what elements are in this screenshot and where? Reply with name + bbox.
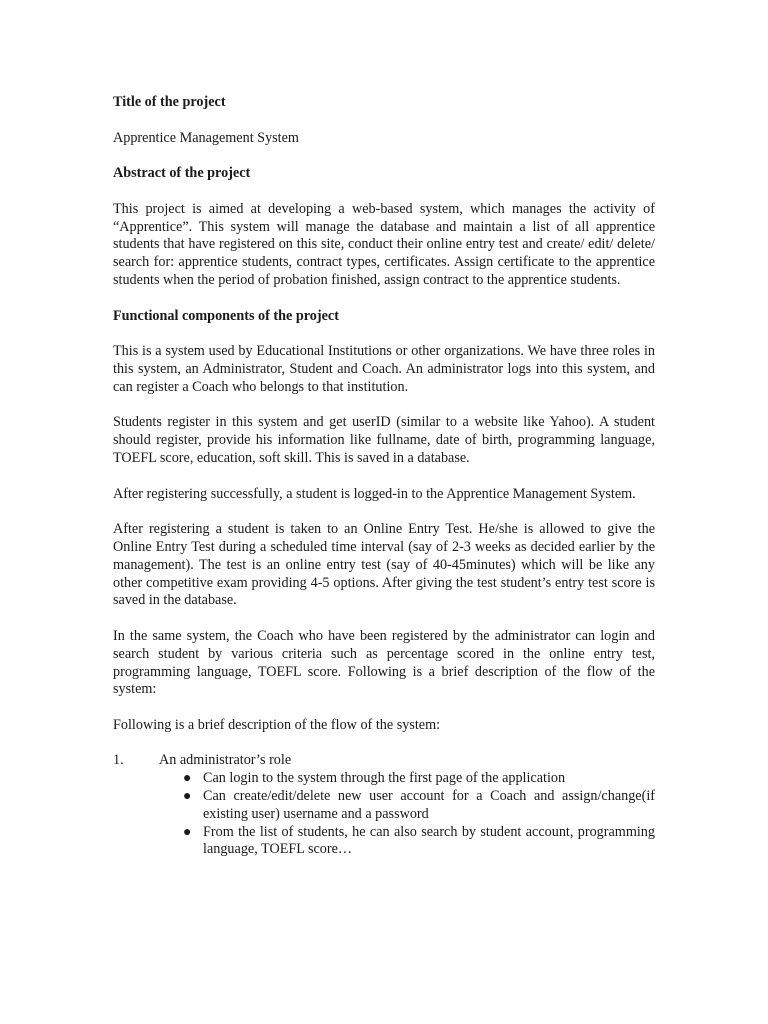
paragraph-student-register: Students register in this system and get userID (similar to a website like Yahoo). A student should register, provide his information like fullname, date of birth, programming language, TOEFL score, education, soft skill. This is saved in a database.: [113, 414, 655, 466]
role-title: An administrator’s role: [159, 752, 292, 769]
bullet-text: Can login to the system through the first page of the application: [203, 770, 566, 787]
paragraph-coach: In the same system, the Coach who have been registered by the administrator can login and search student by various criteria such as percentage scored in the online entry test, programming language, TOEFL score. Following is a brief description of the flow of the system:: [113, 627, 655, 698]
role-number: 1.: [113, 752, 124, 769]
paragraph-entry-test: After registering a student is taken to an Online Entry Test. He/she is allowed to give the Online Entry Test during a scheduled time interval (say of 2-3 weeks as decided earlier by the management). The test is an online entry test (say of 40-45minutes) which will be like any other competitive exam providing 4-5 options. After giving the test student’s entry test score is saved in the database.: [113, 521, 655, 609]
list-item: [183, 788, 655, 824]
document-page: [113, 94, 655, 859]
bullet-icon: ●: [183, 789, 192, 805]
flow-intro: Following is a brief description of the flow of the system:: [113, 716, 441, 733]
abstract-heading: Abstract of the project: [113, 165, 251, 182]
bullet-text: Can create/edit/delete new user account for a Coach and assign/change(if existing user) username and a password: [203, 788, 655, 822]
list-item: [183, 770, 655, 788]
title-heading: Title of the project: [113, 94, 226, 110]
role-bullet-list: [113, 770, 655, 859]
bullet-icon: ●: [183, 771, 192, 787]
paragraph-roles: This is a system used by Educational Institutions or other organizations. We have three roles in this system, an Administrator, Student and Coach. An administrator logs into this system, and can register a Coach who belongs to that institution.: [113, 343, 655, 395]
title-value: Apprentice Management System: [113, 129, 299, 146]
bullet-icon: ●: [183, 824, 192, 840]
functional-heading: Functional components of the project: [113, 307, 339, 324]
paragraph-after-register: After registering successfully, a student is logged-in to the Apprentice Management System.: [113, 485, 636, 502]
abstract-text: This project is aimed at developing a web-based system, which manages the activity of “Apprentice”. This system will manage the database and maintain a list of all apprentice students that have registered on this site, conduct their online entry test and create/ edit/ delete/ search for: apprentice students, contract types, certificates. Assign certificate to the apprentice students when the period of probation finished, assign contract to the apprentice students.: [113, 200, 655, 288]
list-item: [183, 824, 655, 860]
role-item: [113, 752, 655, 770]
bullet-text: From the list of students, he can also search by student account, programming language, TOEFL score…: [203, 823, 655, 858]
